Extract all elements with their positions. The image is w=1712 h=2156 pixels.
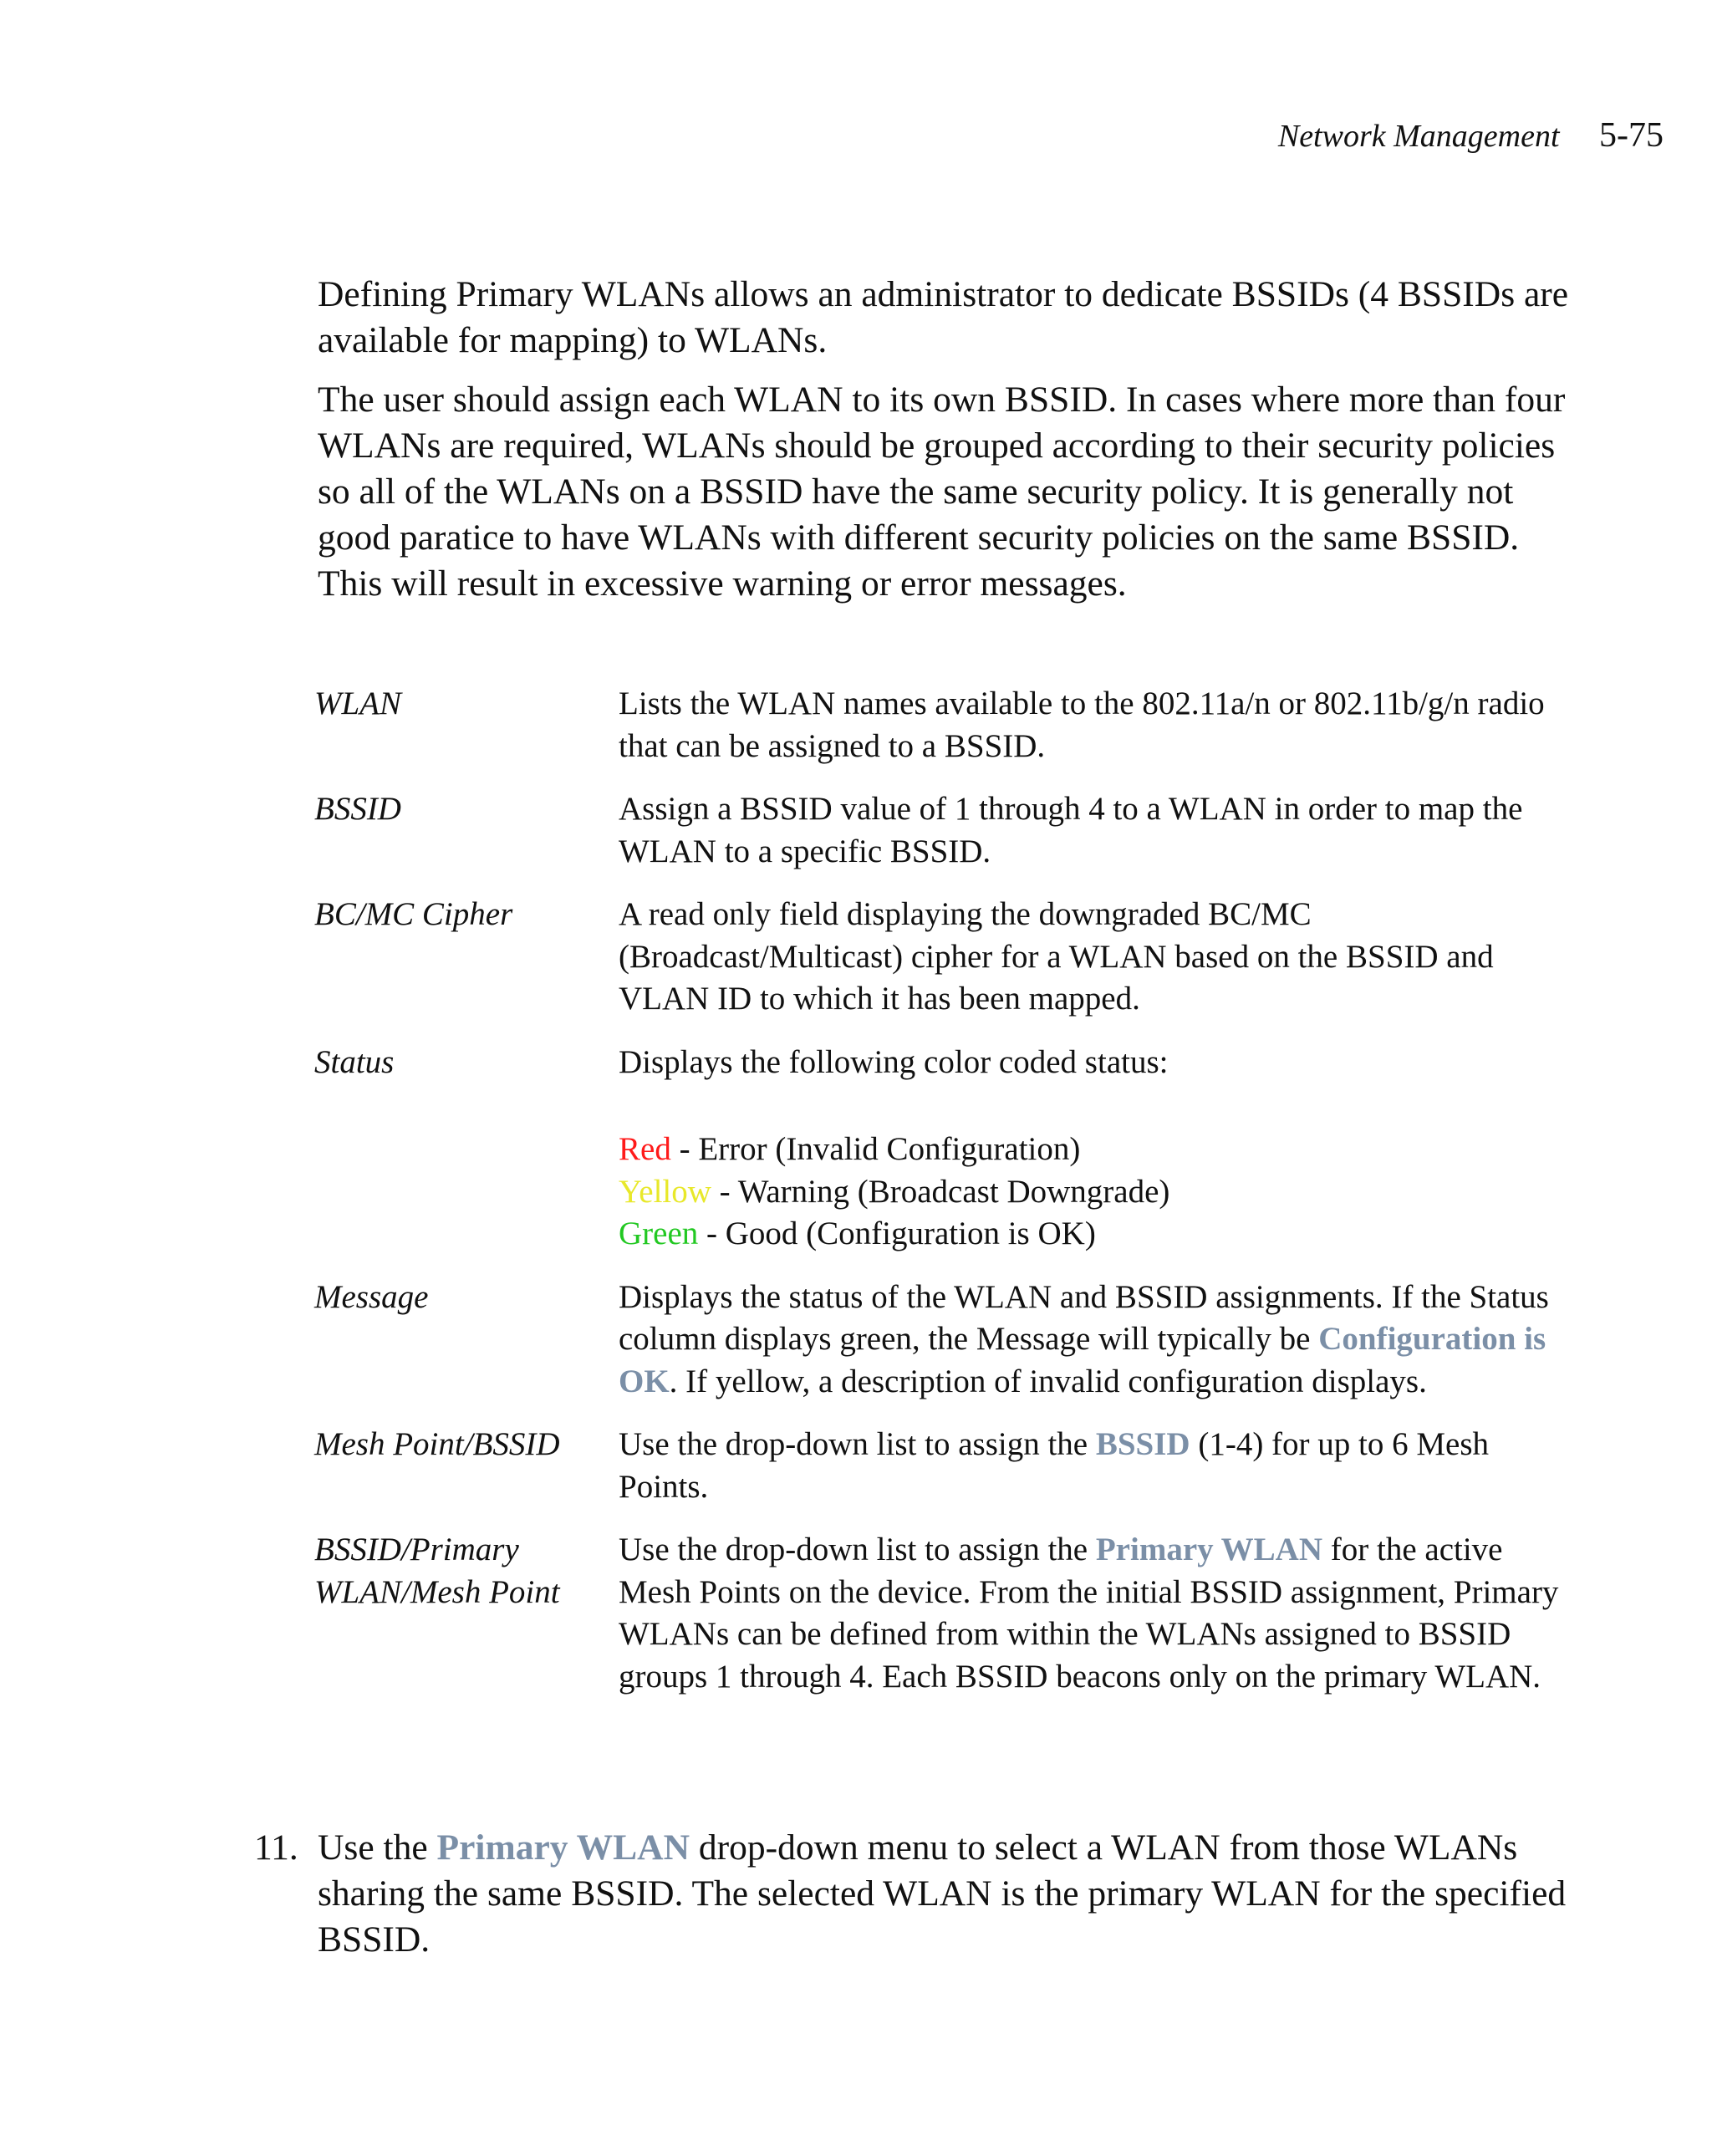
step-text (318, 1825, 1588, 1963)
def-description (619, 1277, 1568, 1404)
desc-text: . If yellow, a description of invalid configuration displays. (669, 1363, 1427, 1399)
def-description: Assign a BSSID value of 1 through 4 to a WLAN in order to map the WLAN to a specific BSSID. (619, 791, 1523, 869)
def-term-line: WLAN/Mesh Point (314, 1573, 560, 1610)
step-11 (254, 1825, 1592, 1963)
def-row-status (314, 1042, 1568, 1256)
status-spacer (619, 1083, 1568, 1129)
step-text-part: Use the (318, 1827, 437, 1868)
def-row-bssid (314, 788, 1568, 873)
step-number: 11. (254, 1827, 298, 1868)
intro-paragraph-2: The user should assign each WLAN to its own BSSID. In cases where more than four WLANs are required, WLANs should be grouped according to their security policies so all of the WLANs on a BSSID have the same security policy. It is generally not good paratice to have WLANs with different security policies on the same BSSID. This will result in excessive warning or error messages. (318, 380, 1566, 604)
ui-reference-bssid: BSSID (1095, 1426, 1190, 1462)
def-row-bcmc-cipher (314, 894, 1568, 1021)
def-term (314, 1529, 619, 1698)
ui-reference-configuration-ok: Configuration is OK (619, 1321, 1546, 1399)
def-term: BSSID (314, 791, 401, 827)
status-intro: Displays the following color coded status: (619, 1043, 1169, 1080)
def-description (619, 1529, 1568, 1698)
status-red-label: Red (619, 1131, 671, 1167)
def-row-message (314, 1277, 1568, 1404)
def-term-line: BSSID/Primary (314, 1532, 519, 1567)
def-row-bssid-primary-wlan (314, 1529, 1568, 1698)
intro-text (318, 272, 1580, 620)
def-term: Mesh Point/BSSID (314, 1426, 560, 1462)
status-yellow-text: - Warning (Broadcast Downgrade) (711, 1173, 1170, 1210)
desc-text: Use the drop-down list to assign the (619, 1426, 1096, 1462)
status-yellow-label: Yellow (619, 1173, 711, 1210)
def-term: Status (314, 1043, 395, 1080)
def-term: WLAN (314, 686, 402, 721)
status-red-line (619, 1129, 1568, 1171)
desc-text: Use the drop-down list to assign the (619, 1532, 1096, 1567)
desc-text: Displays the status of the WLAN and BSSID assignments. If the Status column displays green, the Message will typically be (619, 1278, 1549, 1357)
def-row-wlan (314, 683, 1568, 767)
step-text-part: drop-down menu to select a WLAN from those WLANs sharing the same BSSID. The selected WLAN is the primary WLAN for the specified BSSID. (318, 1827, 1567, 1960)
def-term: Message (314, 1278, 429, 1315)
ui-reference-primary-wlan: Primary WLAN (436, 1827, 690, 1868)
section-title: Network Management (1277, 119, 1560, 154)
definition-list (314, 683, 1568, 1719)
status-green-line (619, 1213, 1568, 1256)
desc-text: for the active Mesh Points on the device. From the initial BSSID assignment, Primary WLANs can be defined from within the WLANs assigned to BSSID groups 1 through 4. Each BSSID beacons only on the primary WLAN. (619, 1532, 1559, 1695)
status-green-text: - Good (Configuration is OK) (698, 1216, 1096, 1251)
intro-paragraph-1: Defining Primary WLANs allows an administrator to dedicate BSSIDs (4 BSSIDs are available for mapping) to WLANs. (318, 274, 1569, 360)
def-description: A read only field displaying the downgraded BC/MC (Broadcast/Multicast) cipher for a WLAN based on the BSSID and VLAN ID to which it has been mapped. (619, 896, 1494, 1017)
running-header (1278, 115, 1664, 156)
def-description (619, 1042, 1568, 1256)
page-number: 5-75 (1599, 116, 1664, 155)
def-description (619, 1424, 1568, 1508)
def-description: Lists the WLAN names available to the 802.11a/n or 802.11b/g/n radio that can be assigned to a BSSID. (619, 686, 1545, 764)
status-green-label: Green (619, 1216, 699, 1251)
status-red-text: - Error (Invalid Configuration) (670, 1131, 1081, 1167)
def-term: BC/MC Cipher (314, 896, 513, 932)
def-row-mesh-point-bssid (314, 1424, 1568, 1508)
desc-text: (1-4) for up to 6 Mesh Points. (619, 1426, 1490, 1505)
ui-reference-primary-wlan: Primary WLAN (1095, 1532, 1323, 1567)
status-yellow-line (619, 1171, 1568, 1214)
